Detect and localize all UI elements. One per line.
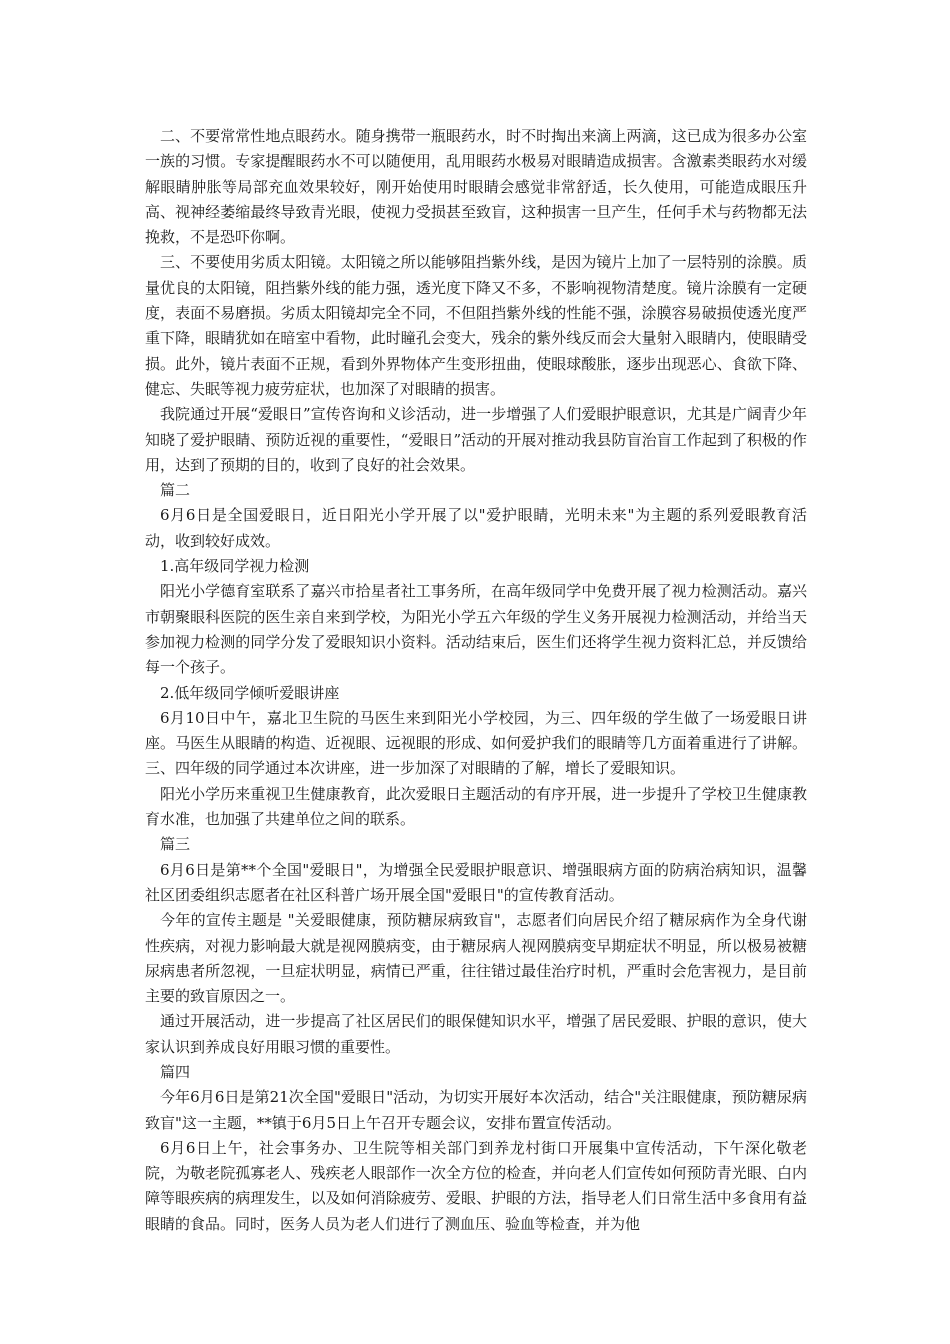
paragraph-town-activity: 6月6日上午，社会事务办、卫生院等相关部门到养龙村街口开展集中宣传活动，下午深化敬老院，为敬老院孤寡老人、残疾老人眼部作一次全方位的检查，并向老人们宣传如何预防青光眼、白内障等眼疾病的病理发生，以及如何消除疲劳、爱眼、护眼的方法，指导老人们日常生活中多食用有益眼睛的食品。同时，医务人员为老人们进行了测血压、验血等检查，并为他 xyxy=(145,1138,807,1233)
paragraph-lecture: 6月10日中午，嘉北卫生院的马医生来到阳光小学校园，为三、四年级的学生做了一场爱眼日讲座。马医生从眼睛的构造、近视眼、远视眼的形成、如何爱护我们的眼睛等几方面着重进行了讲解。三、四年级的同学通过本次讲座，进一步加深了对眼睛的了解，增长了爱眼知识。 xyxy=(145,708,807,778)
section-heading-4: 篇四 xyxy=(160,1062,191,1081)
subheading-lecture: 2.低年级同学倾听爱眼讲座 xyxy=(160,683,340,702)
paragraph-community-intro: 6月6日是第**个全国"爱眼日"，为增强全民爱眼护眼意识、增强眼病方面的防病治病知识，温馨社区团委组织志愿者在社区科普广场开展全国"爱眼日"的宣传教育活动。 xyxy=(145,860,807,904)
paragraph-community-summary: 通过开展活动，进一步提高了社区居民们的眼保健知识水平，增强了居民爱眼、护眼的意识，使大家认识到养成良好用眼习惯的重要性。 xyxy=(145,1012,807,1056)
paragraph-eye-drops: 二、不要常常性地点眼药水。随身携带一瓶眼药水，时不时掏出来滴上两滴，这已成为很多办公室一族的习惯。专家提醒眼药水不可以随便用，乱用眼药水极易对眼睛造成损害。含激素类眼药水对缓解眼睛肿胀等局部充血效果较好，刚开始使用时眼睛会感觉非常舒适，长久使用，可能造成眼压升高、视神经萎缩最终导致青光眼，使视力受损甚至致盲，这种损害一旦产生，任何手术与药物都无法挽救，不是恐吓你啊。 xyxy=(145,127,807,247)
paragraph-sunglasses: 三、不要使用劣质太阳镜。太阳镜之所以能够阻挡紫外线，是因为镜片上加了一层特别的涂膜。质量优良的太阳镜，阻挡紫外线的能力强，透光度下降又不多，不影响视物清楚度。镜片涂膜有一定硬度，表面不易磨损。劣质太阳镜却完全不同，不但阻挡紫外线的性能不强，涂膜容易破损使透光度严重下降，眼睛犹如在暗室中看物，此时瞳孔会变大，残余的紫外线反而会大量射入眼睛内，使眼睛受损。此外，镜片表面不正规，看到外界物体产生变形扭曲，使眼球酸胀，逐步出现恶心、食欲下降、健忘、失眠等视力疲劳症状，也加深了对眼睛的损害。 xyxy=(145,253,807,398)
section-heading-2: 篇二 xyxy=(160,481,191,500)
paragraph-vision-test: 阳光小学德育室联系了嘉兴市拾星者社工事务所，在高年级同学中免费开展了视力检测活动。嘉兴市朝聚眼科医院的医生亲自来到学校，为阳光小学五六年级的学生义务开展视力检测活动，并给当天参加视力检测的同学分发了爱眼知识小资料。活动结束后，医生们还将学生视力资料汇总，并反馈给每一个孩子。 xyxy=(145,582,807,677)
paragraph-diabetes-theme: 今年的宣传主题是 "关爱眼健康，预防糖尿病致盲"，志愿者们向居民介绍了糖尿病作为全身代谢性疾病，对视力影响最大就是视网膜病变，由于糖尿病人视网膜病变早期症状不明显，所以极易被糖尿病患者所忽视，一旦症状明显，病情已严重，往往错过最佳治疗时机，严重时会危害视力，是目前主要的致盲原因之一。 xyxy=(145,911,807,1006)
document-body xyxy=(145,124,807,1237)
subheading-vision-test: 1.高年级同学视力检测 xyxy=(160,557,310,576)
paragraph-hospital-summary: 我院通过开展“爱眼日”宣传咨询和义诊活动，进一步增强了人们爱眼护眼意识，尤其是广阔青少年知晓了爱护眼睛、预防近视的重要性，“爱眼日”活动的开展对推动我县防盲治盲工作起到了积极的作用，达到了预期的目的，收到了良好的社会效果。 xyxy=(145,405,807,474)
section-heading-3: 篇三 xyxy=(160,835,191,854)
paragraph-town-meeting: 今年6月6日是第21次全国"爱眼日"活动，为切实开展好本次活动，结合"关注眼健康，预防糖尿病致盲"这一主题，**镇于6月5日上午召开专题会议，安排布置宣传活动。 xyxy=(145,1088,807,1132)
paragraph-sunshine-intro: 6月6日是全国爱眼日，近日阳光小学开展了以"爱护眼睛，光明未来"为主题的系列爱眼教育活动，收到较好成效。 xyxy=(145,506,807,550)
paragraph-sunshine-summary: 阳光小学历来重视卫生健康教育，此次爱眼日主题活动的有序开展，进一步提升了学校卫生健康教育水准，也加强了共建单位之间的联系。 xyxy=(145,784,807,829)
